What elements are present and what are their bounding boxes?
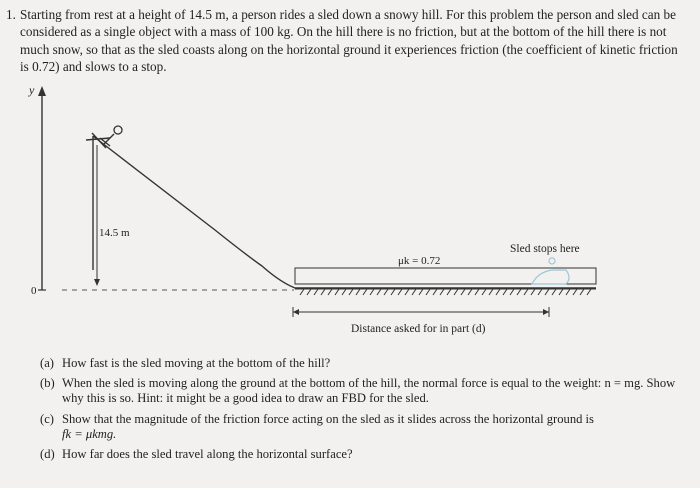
distance-label: Distance asked for in part (d): [351, 323, 486, 335]
problem-text: Starting from rest at a height of 14.5 m, a person rides a sled down a snowy hill. For this problem the person and sled can be considered as a single object with a mass of 100 kg. On the hill there is no friction, but at the bottom of the hill there is not much snow, so that as the sled coasts along on the horizontal ground it experiences friction (the coefficient of kinetic friction is 0.72) and slows to a stop.: [20, 7, 678, 75]
question-parts: [40, 356, 680, 467]
part-b: [40, 376, 680, 406]
ground-hatching: [295, 289, 596, 295]
height-label: 14.5 m: [99, 227, 130, 239]
part-c: [40, 412, 680, 442]
part-label: (a): [40, 356, 54, 370]
part-text: How fast is the sled moving at the bottom of the hill?: [62, 356, 331, 370]
friction-formula: fk = μkmg.: [62, 426, 117, 441]
y-axis-label: y: [29, 83, 35, 97]
part-label: (c): [40, 411, 54, 426]
problem-number: 1.: [6, 7, 16, 22]
part-text: Show that the magnitude of the friction force acting on the sled as it slides across the horizontal ground is: [62, 411, 594, 426]
stop-label: Sled stops here: [510, 243, 580, 255]
mu-label: μk = 0.72: [398, 255, 441, 267]
part-text: When the sled is moving along the ground at the bottom of the hill, the normal force is equal to the weight: n = mg. Show why this is so. Hint: it might be a good idea to draw an FBD for the sled.: [62, 376, 676, 406]
height-arrow-head: [94, 279, 100, 286]
hill-profile: [93, 136, 596, 288]
part-label: (d): [40, 447, 55, 462]
origin-label: 0: [31, 285, 37, 297]
stopped-sled-figure: [532, 258, 569, 284]
part-label: (b): [40, 376, 55, 391]
part-a: [40, 356, 680, 371]
y-axis-arrow: [38, 86, 46, 96]
part-text: How far does the sled travel along the horizontal surface?: [62, 447, 353, 462]
part-d: [40, 447, 680, 462]
